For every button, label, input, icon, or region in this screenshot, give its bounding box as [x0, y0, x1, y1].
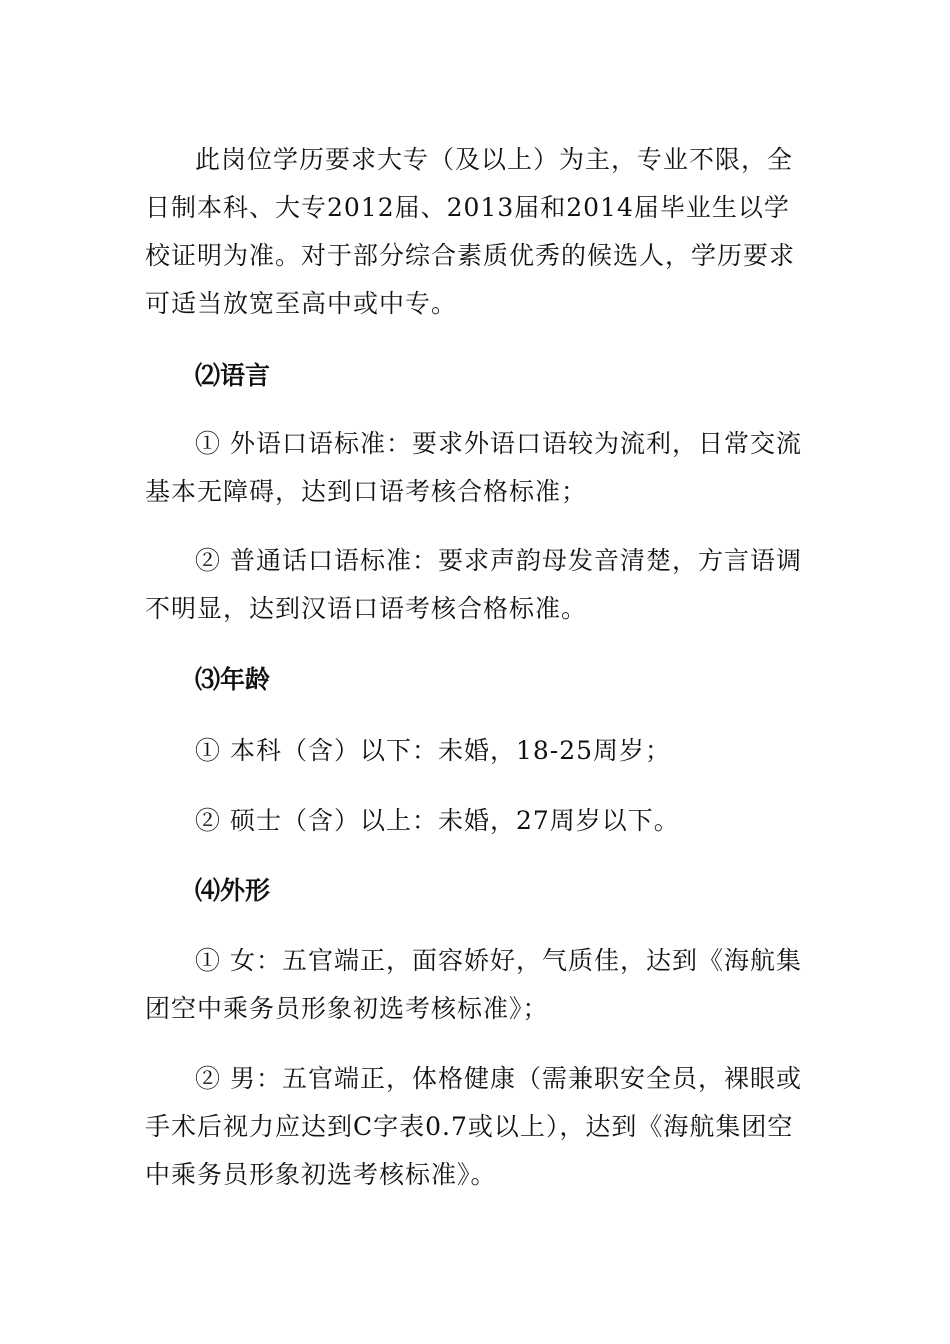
age-item-master: ② 硕士（含）以上：未婚，27周岁以下。	[195, 806, 680, 835]
appearance-item-female: ① 女：五官端正，面容娇好，气质佳，达到《海航集团空中乘务员形象初选考核标准》；	[145, 946, 802, 1023]
language-item-foreign: ① 外语口语标准：要求外语口语较为流利，日常交流基本无障碍，达到口语考核合格标准；	[145, 429, 802, 506]
education-paragraph: 此岗位学历要求大专（及以上）为主，专业不限，全日制本科、大专2012届、2013届和2014届毕业生以学校证明为准。对于部分综合素质优秀的候选人，学历要求可适当放宽至高中或中专。	[145, 145, 796, 318]
age-heading: ⑶年龄	[195, 665, 271, 694]
language-heading: ⑵语言	[195, 361, 271, 390]
age-item-bachelor: ① 本科（含）以下：未婚，18-25周岁；	[195, 736, 672, 765]
appearance-heading: ⑷外形	[195, 876, 271, 905]
language-item-mandarin: ② 普通话口语标准：要求声韵母发音清楚，方言语调不明显，达到汉语口语考核合格标准。	[145, 546, 802, 623]
appearance-item-male: ② 男：五官端正，体格健康（需兼职安全员，裸眼或手术后视力应达到C字表0.7或以上），达到《海航集团空中乘务员形象初选考核标准》。	[145, 1064, 802, 1189]
